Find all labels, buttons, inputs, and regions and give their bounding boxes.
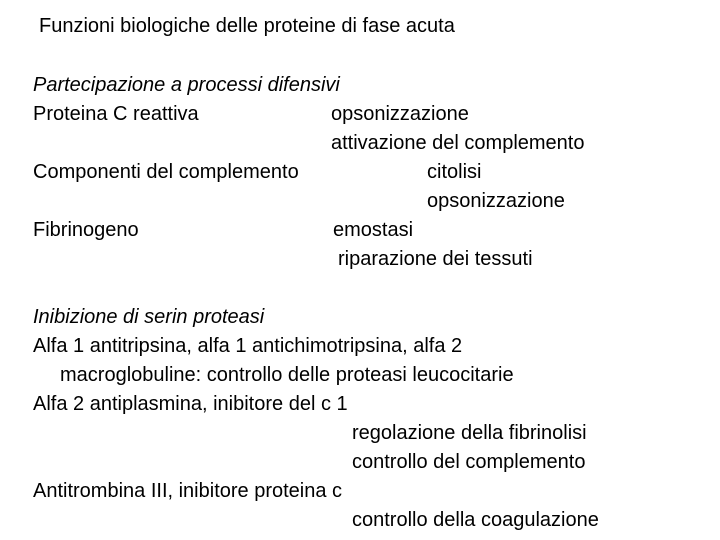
protein-name: Fibrinogeno xyxy=(33,219,139,241)
text-line: controllo della coagulazione xyxy=(352,509,599,531)
text-line: Antitrombina III, inibitore proteina c xyxy=(33,480,343,502)
text-line: Alfa 1 antitripsina, alfa 1 antichimotripsina, alfa 2 xyxy=(33,335,463,357)
protein-function: citolisi xyxy=(427,161,482,183)
text-line: controllo del complemento xyxy=(352,451,586,473)
section-heading-serine-protease: Inibizione di serin proteasi xyxy=(33,306,265,328)
protein-function: attivazione del complemento xyxy=(331,132,585,154)
protein-function: riparazione dei tessuti xyxy=(338,248,533,270)
protein-name: Componenti del complemento xyxy=(33,161,299,183)
protein-function: opsonizzazione xyxy=(427,190,565,212)
section-heading-defense: Partecipazione a processi difensivi xyxy=(33,74,340,96)
protein-function: emostasi xyxy=(333,219,414,241)
protein-function: opsonizzazione xyxy=(331,103,469,125)
text-line: Alfa 2 antiplasmina, inibitore del c 1 xyxy=(33,393,348,415)
text-line: macroglobuline: controllo delle proteasi leucocitarie xyxy=(60,364,514,386)
text-line: regolazione della fibrinolisi xyxy=(352,422,587,444)
protein-name: Proteina C reattiva xyxy=(33,103,199,125)
slide-title: Funzioni biologiche delle proteine di fase acuta xyxy=(39,15,455,37)
